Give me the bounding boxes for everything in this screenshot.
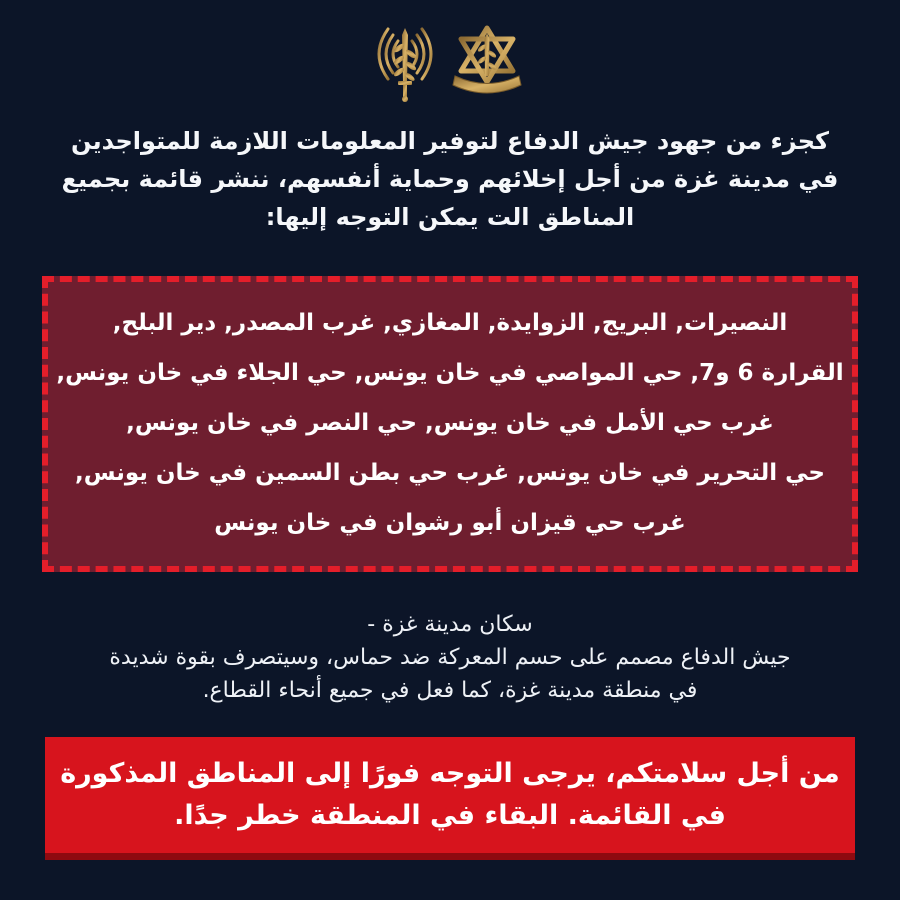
intro-line: في مدينة غزة من أجل إخلائهم وحماية أنفسهم، ننشر قائمة بجميع: [61, 165, 839, 193]
intro-paragraph: [0, 122, 900, 236]
area-list-line: النصيرات, البريج, الزوايدة, المغازي, غرب المصدر, دير البلح,: [112, 310, 788, 336]
intro-line: المناطق الت يمكن التوجه إليها:: [265, 203, 635, 231]
message-line: في منطقة مدينة غزة، كما فعل في جميع أنحاء القطاع.: [202, 678, 698, 703]
alert-line: في القائمة. البقاء في المنطقة خطر جدًا.: [174, 800, 726, 831]
alert-line: من أجل سلامتكم، يرجى التوجه فورًا إلى المناطق المذكورة: [60, 758, 840, 789]
area-list-line: حي التحرير في خان يونس, غرب حي بطن السمين في خان يونس,: [74, 460, 826, 486]
area-list-line: غرب حي قيزان أبو رشوان في خان يونس: [214, 510, 686, 536]
intro-line: كجزء من جهود جيش الدفاع لتوفير المعلومات اللازمة للمتواجدين: [71, 127, 829, 155]
area-list-line: غرب حي الأمل في خان يونس, حي النصر في خان يونس,: [126, 410, 774, 436]
header-logos: [0, 0, 900, 106]
danger-alert-box: [45, 737, 855, 860]
residents-salutation: سكان مدينة غزة -: [367, 612, 533, 637]
area-list-line: القرارة 6 و7, حي المواصي في خان يونس, حي الجلاء في خان يونس,: [56, 360, 844, 386]
message-line: جيش الدفاع مصمم على حسم المعركة ضد حماس، وسيتصرف بقوة شديدة: [109, 645, 791, 670]
residents-message: [0, 608, 900, 707]
safe-areas-box: [42, 276, 858, 572]
idf-spokesperson-broadcast-icon: [373, 24, 437, 104]
idf-star-of-david-emblem-icon: [447, 24, 527, 104]
